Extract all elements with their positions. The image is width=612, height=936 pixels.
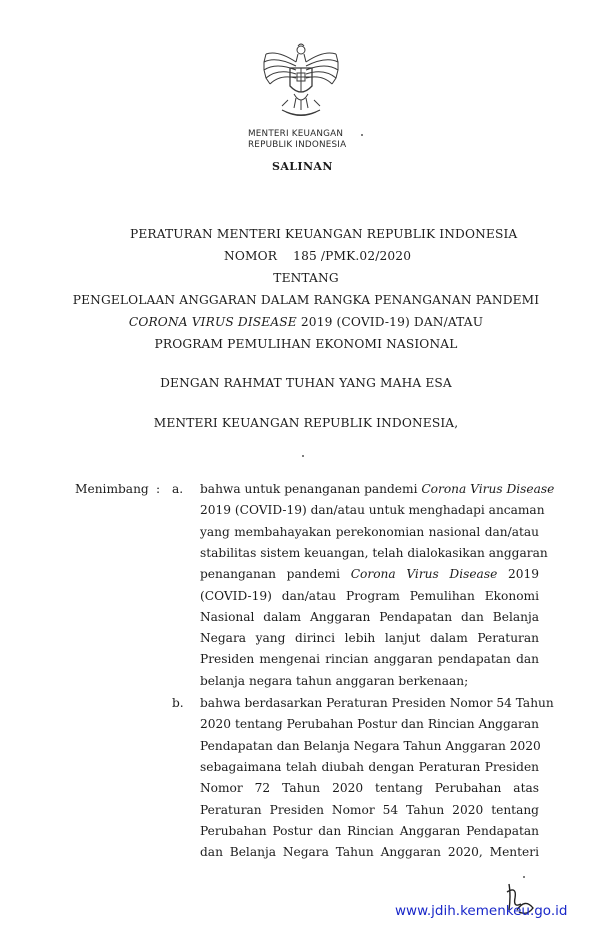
scan-speck bbox=[361, 134, 363, 136]
body-line bbox=[200, 696, 554, 710]
text-segment: Pendapatan dan Belanja Negara Tahun Anggaran 2020 bbox=[200, 738, 541, 753]
number-suffix: /PMK.02/2020 bbox=[320, 249, 412, 263]
subject-line-3: PROGRAM PEMULIHAN EKONOMI NASIONAL bbox=[154, 337, 458, 351]
item-marker-a: a. bbox=[172, 482, 184, 496]
text-segment: belanja negara tahun anggaran berkenaan; bbox=[200, 673, 469, 688]
body-line bbox=[200, 674, 539, 688]
text-segment: Peraturan Presiden Nomor 54 Tahun 2020 tentang bbox=[200, 802, 539, 817]
text-segment: Negara yang dirinci lebih lanjut dalam Peraturan bbox=[200, 631, 539, 646]
subject-italic: CORONA VIRUS DISEASE bbox=[128, 315, 297, 329]
subject-rest: 2019 (COVID-19) DAN/ATAU bbox=[296, 315, 484, 329]
text-segment: 2020 tentang Perubahan Postur dan Rincian Anggaran bbox=[200, 717, 539, 732]
considering-colon: : bbox=[156, 482, 161, 496]
about-label: TENTANG bbox=[273, 271, 339, 285]
body-line bbox=[200, 631, 539, 645]
text-segment: stabilitas sistem keuangan, telah dialokasikan anggaran bbox=[200, 545, 548, 560]
body-line bbox=[200, 610, 539, 624]
body-line bbox=[200, 567, 539, 581]
issuer-line: MENTERI KEUANGAN REPUBLIK INDONESIA, bbox=[153, 416, 459, 430]
subject-line-2 bbox=[0, 315, 612, 329]
text-segment: dan Belanja Negara Tahun Anggaran 2020, Menteri bbox=[200, 845, 539, 860]
text-segment: Presiden mengenai rincian anggaran pendapatan dan bbox=[200, 652, 539, 667]
text-segment: Perubahan Postur dan Rincian Anggaran Pendapatan bbox=[200, 823, 539, 838]
body-line bbox=[200, 525, 539, 539]
scan-speck bbox=[302, 455, 304, 457]
text-segment: sebagaimana telah diubah dengan Peraturan Presiden bbox=[200, 759, 539, 774]
body-line bbox=[200, 589, 539, 603]
text-segment: Nasional dalam Anggaran Pendapatan dan Belanja bbox=[200, 609, 539, 624]
website-link[interactable]: www.jdih.kemenkeu.go.id bbox=[395, 903, 568, 919]
body-line bbox=[200, 545, 548, 560]
text-segment: 2019 (COVID-19) dan/atau untuk menghadapi ancaman bbox=[200, 503, 545, 518]
text-segment: bahwa berdasarkan Peraturan Presiden Nomor 54 Tahun bbox=[200, 696, 554, 710]
text-segment: Nomor 72 Tahun 2020 tentang Perubahan atas bbox=[200, 781, 539, 796]
number-prefix: NOMOR bbox=[224, 249, 278, 263]
italic-term: Corona Virus Disease bbox=[350, 567, 498, 582]
subject-line-1: PENGELOLAAN ANGGARAN DALAM RANGKA PENANGANAN PANDEMI bbox=[72, 293, 540, 307]
invocation: DENGAN RAHMAT TUHAN YANG MAHA ESA bbox=[160, 376, 452, 390]
body-line bbox=[200, 824, 539, 838]
garuda-emblem-icon bbox=[258, 40, 344, 124]
regulation-title: PERATURAN MENTERI KEUANGAN REPUBLIK INDONESIA bbox=[130, 227, 518, 241]
number-value: 185 bbox=[293, 249, 317, 263]
text-segment: 2019 bbox=[497, 567, 539, 582]
body-line bbox=[200, 739, 539, 753]
body-line bbox=[200, 717, 539, 731]
body-line bbox=[200, 482, 555, 496]
ministry-name-line1: MENTERI KEUANGAN bbox=[248, 129, 344, 139]
body-line bbox=[200, 845, 539, 859]
scan-speck bbox=[523, 876, 525, 878]
considering-label: Menimbang bbox=[75, 482, 149, 496]
item-marker-b: b. bbox=[172, 696, 184, 710]
body-line bbox=[200, 652, 539, 666]
ministry-name-line2: REPUBLIK INDONESIA bbox=[248, 140, 347, 150]
body-line bbox=[200, 503, 545, 518]
copy-label: SALINAN bbox=[272, 160, 333, 173]
body-line bbox=[200, 760, 539, 774]
text-segment: bahwa untuk penanganan pandemi bbox=[200, 482, 422, 496]
text-segment: penanganan pandemi bbox=[200, 567, 351, 582]
body-line bbox=[200, 781, 539, 795]
regulation-number bbox=[224, 249, 411, 263]
text-segment: yang membahayakan perekonomian nasional dan/atau bbox=[200, 524, 539, 539]
italic-term: Corona Virus Disease bbox=[421, 482, 555, 496]
text-segment: (COVID-19) dan/atau Program Pemulihan Ekonomi bbox=[200, 588, 539, 603]
body-line bbox=[200, 803, 539, 817]
